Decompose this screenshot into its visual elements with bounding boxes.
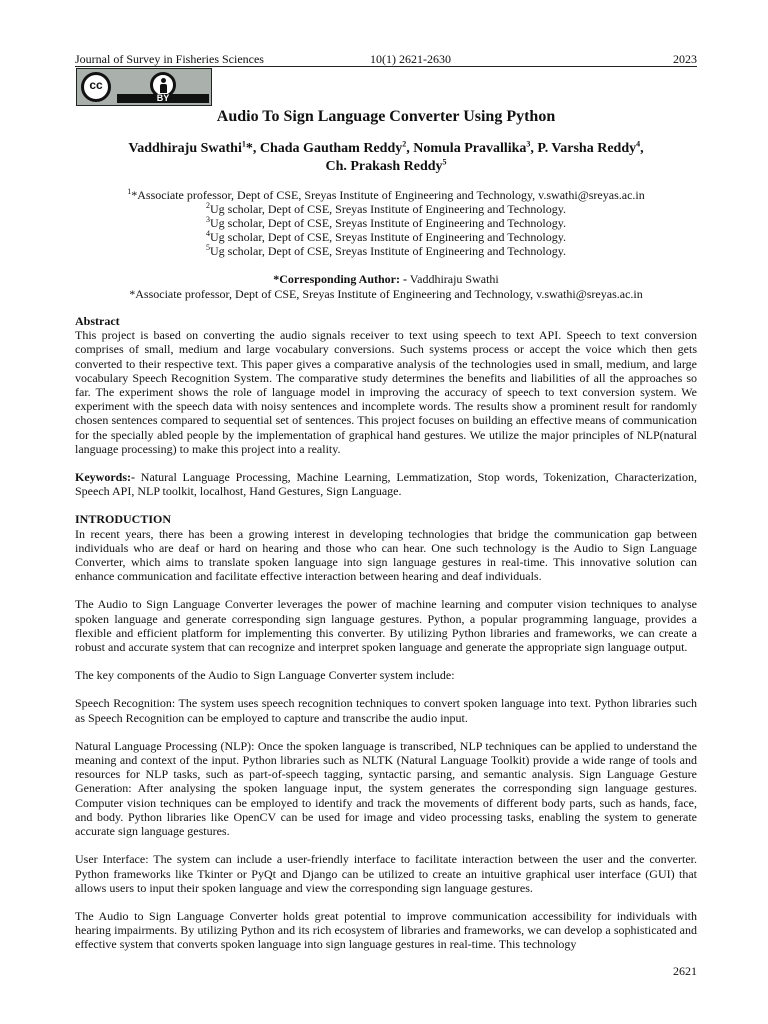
corresponding-author xyxy=(75,272,697,302)
corresponding-name: Vaddhiraju Swathi xyxy=(407,272,499,286)
affiliation-5: $^5$Ug scholar, Dept of CSE, Sreyas Institute of Engineering and Technology. xyxy=(206,243,566,258)
affiliation-list xyxy=(75,188,697,258)
corresponding-affiliation: *Associate professor, Dept of CSE, Sreyas Institute of Engineering and Technology, v.swathi@sreyas.ac.in xyxy=(129,287,643,301)
intro-paragraph-6: User Interface: The system can include a user-friendly interface to facilitate interaction between the user and the converter. Python frameworks like Tkinter or PyQt and Django can be utilized to create an intuitive graphical user interface (GUI) that allows users to input their spoken language and view the corresponding sign language gestures. xyxy=(75,852,697,895)
keywords-label: Keywords:- xyxy=(75,470,135,485)
by-label-bar xyxy=(117,94,209,103)
volume-pages: 10(1) 2621-2630 xyxy=(370,52,451,66)
creative-commons-icon xyxy=(81,72,111,102)
abstract-heading: Abstract xyxy=(75,314,120,328)
affiliation-1: $^1$*Associate professor, Dept of CSE, Sreyas Institute of Engineering and Technology, v.swathi@sreyas.ac.in xyxy=(127,187,645,202)
intro-paragraph-2: The Audio to Sign Language Converter leverages the power of machine learning and computer vision techniques to analyse spoken language and generate corresponding sign language gestures. Python, a popular programming language, provides a flexible and efficient platform for implementing this converter. By utilizing Python libraries and frameworks, we can create a robust and accurate system that can recognize and interpret spoken language and generate the appropriate sign language output. xyxy=(75,597,697,655)
author-2: Chada Gautham Reddy$^2$, xyxy=(259,139,414,156)
paper-body xyxy=(75,314,697,952)
intro-paragraph-3: The key components of the Audio to Sign Language Converter system include: xyxy=(75,668,455,683)
publication-year: 2023 xyxy=(673,52,697,66)
introduction-heading: INTRODUCTION xyxy=(75,512,172,527)
affiliation-2: $^2$Ug scholar, Dept of CSE, Sreyas Institute of Engineering and Technology. xyxy=(206,201,566,216)
cc-logo-text: cc xyxy=(89,78,103,92)
keywords xyxy=(75,470,697,498)
paper-title: Audio To Sign Language Converter Using Python xyxy=(216,108,556,125)
affiliation-4: $^4$Ug scholar, Dept of CSE, Sreyas Institute of Engineering and Technology. xyxy=(206,229,566,244)
intro-paragraph-5: Natural Language Processing (NLP): Once the spoken language is transcribed, NLP techniques can be applied to understand the meaning and context of the input. Python libraries such as NLTK (Natural Language Toolkit) provide a wide range of tools and resources for NLP tasks, such as part-of-speech tagging, syntactic parsing, and semantic analysis. Sign Language Gesture Generation: After analysing the spoken language input, the system generates the corresponding sign language gestures. Computer vision techniques can be employed to identify and track the movements of different body parts, such as hands, face, and body. Python libraries like OpenCV can be used for image and video processing tasks, enabling the system to generate accurate sign language gestures. xyxy=(75,738,697,839)
intro-paragraph-1: In recent years, there has been a growing interest in developing technologies that bridge the communication gap between individuals who are deaf or hard on hearing and those who can hear. One such technology is the Audio to Sign Language Converter, which aims to translate spoken language into sign language gestures in real-time. This innovative solution can enhance communication and facilitate effective interaction between hearing and deaf individuals. xyxy=(75,526,697,584)
abstract-text: This project is based on converting the audio signals receiver to text using speech to text API. Speech to text conversion comprises of small, medium and large vocabulary conversions. Such systems process or accept the voice which then gets converted to their respective text. This paper gives a comparative analysis of the technologies used in small, medium, and large vocabulary Speech Recognition System. The comparative study determines the benefits and liabilities of all the approaches so far. The experiment shows the role of language model in improving the accuracy of speech to text conversion system. We experiment with the speech data with noisy sentences and incomplete words. The results show a prominent result for randomly chosen sentences compared to sequential set of sentences. This project focuses on building an effective means of communication for the specially abled people by the implementation of graphical hand gestures. We utilize the major principles of NLP(natural language processing) to make this project into a reality. xyxy=(75,328,697,456)
intro-paragraph-4: Speech Recognition: The system uses speech recognition techniques to convert spoken language into text. Python libraries such as Speech Recognition can be employed to capture and transcribe the audio input. xyxy=(75,696,697,725)
journal-name: Journal of Survey in Fisheries Sciences xyxy=(75,52,264,66)
running-header xyxy=(75,50,697,67)
author-5: Ch. Prakash Reddy$^5$ xyxy=(325,157,447,174)
intro-paragraph-7: The Audio to Sign Language Converter holds great potential to improve communication accessibility for individuals with hearing impairments. By utilizing Python and its rich ecosystem of libraries and frameworks, we can develop a sophisticated and effective system that converts spoken language into sign language gestures in real-time. This technology xyxy=(75,908,697,952)
by-label: BY xyxy=(156,93,170,103)
author-1: Vaddhiraju Swathi$^1$*, xyxy=(128,139,260,156)
corresponding-label: *Corresponding Author: - xyxy=(273,272,407,286)
keywords-text: Natural Language Processing, Machine Learning, Lemmatization, Stop words, Tokenization, Characterization, Speech API, NLP toolkit, localhost, Hand Gestures, Sign Language. xyxy=(75,470,697,499)
author-4: P. Varsha Reddy$^4$, xyxy=(537,139,644,156)
cc-by-license-badge xyxy=(76,68,212,106)
author-list xyxy=(75,140,697,176)
affiliation-3: $^3$Ug scholar, Dept of CSE, Sreyas Institute of Engineering and Technology. xyxy=(206,215,566,230)
author-3: Nomula Pravallika$^3$, xyxy=(413,139,538,156)
page-number: 2621 xyxy=(673,964,697,978)
